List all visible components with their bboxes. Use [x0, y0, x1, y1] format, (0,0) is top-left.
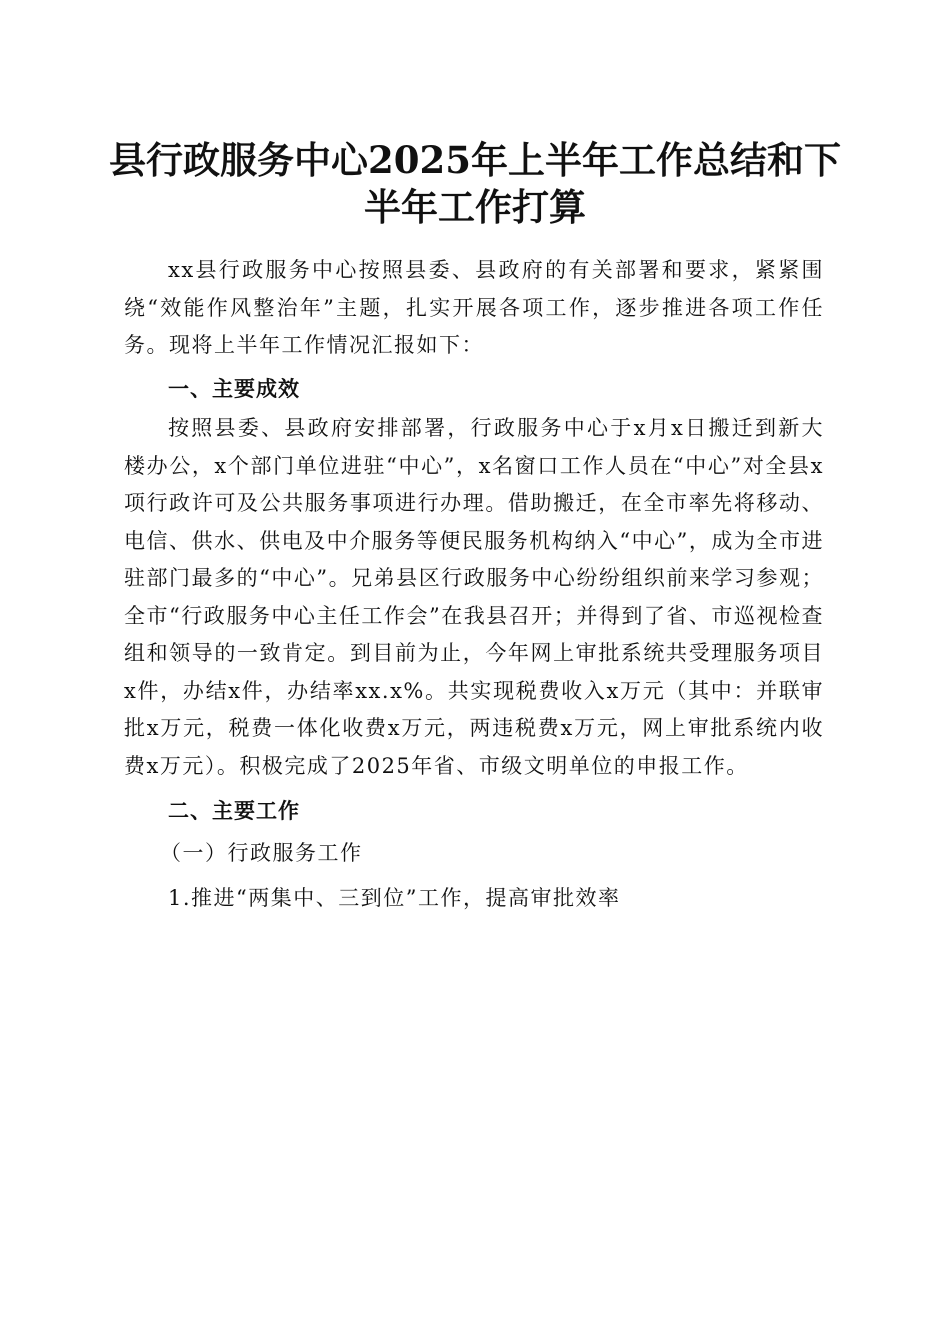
section-1-heading: 一、主要成效: [168, 376, 300, 401]
document-title-line-2: 半年工作打算: [364, 185, 586, 229]
section-2-heading: 二、主要工作: [168, 799, 300, 823]
subsection-1-heading: （一）行政服务工作: [160, 840, 363, 865]
intro-paragraph: xx县行政服务中心按照县委、县政府的有关部署和要求，紧紧围绕“效能作风整治年”主题，扎实开展各项工作，逐步推进各项工作任务。现将上半年工作情况汇报如下：: [124, 258, 824, 357]
item-1-heading: 1.推进“两集中、三到位”工作，提高审批效率: [168, 886, 621, 910]
section-1-paragraph: 按照县委、县政府安排部署，行政服务中心于x月x日搬迁到新大楼办公，x个部门单位进驻“中心”，x名窗口工作人员在“中心”对全县x项行政许可及公共服务事项进行办理。借助搬迁，在全市率先将移动、电信、供水、供电及中介服务等便民服务机构纳入“中心”，成为全市进驻部门最多的“中心”。兄弟县区行政服务中心纷纷组织前来学习参观；全市“行政服务中心主任工作会”在我县召开；并得到了省、市巡视检查组和领导的一致肯定。到目前为止，今年网上审批系统共受理服务项目x件，办结x件，办结率xx.x%。共实现税费收入x万元（其中：并联审批x万元，税费一体化收费x万元，两违税费x万元，网上审批系统内收费x万元）。积极完成了2025年省、市级文明单位的申报工作。: [124, 416, 824, 778]
document-body: [124, 252, 824, 918]
document-title-line-1: 县行政服务中心2025年上半年工作总结和下: [109, 138, 841, 182]
